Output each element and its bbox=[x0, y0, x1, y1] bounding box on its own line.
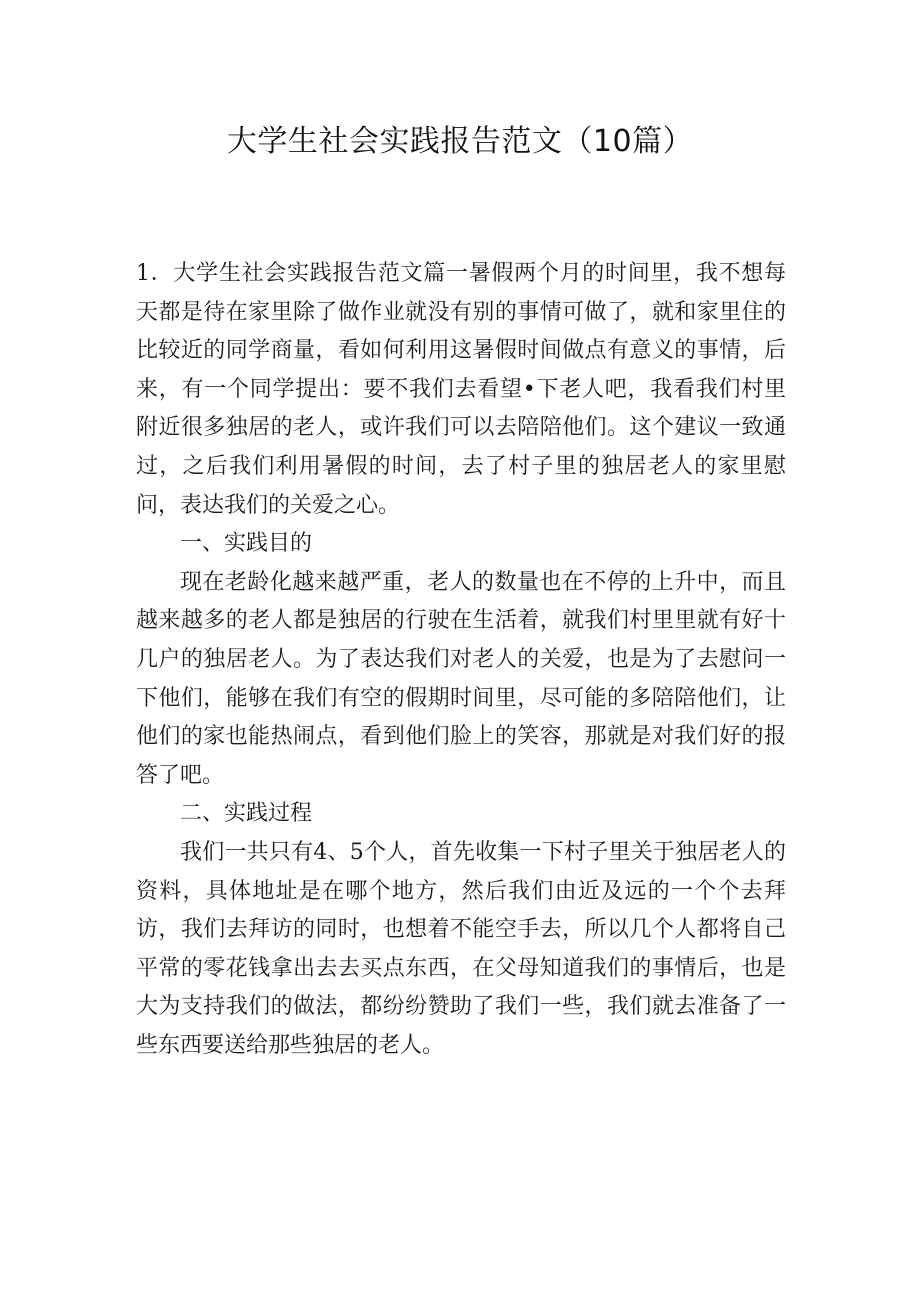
paragraph-intro: 1．大学生社会实践报告范文篇一暑假两个月的时间里，我不想每天都是待在家里除了做作业就没有别的事情可做了，就和家里住的比较近的同学商量，看如何利用这暑假时间做点有意义的事情，后来，有一个同学提出：要不我们去看望•下老人吧，我看我们村里附近很多独居的老人，或许我们可以去陪陪他们。这个建议一致通过，之后我们利用暑假的时间，去了村子里的独居老人的家里慰问，表达我们的关爱之心。 bbox=[136, 261, 786, 518]
paragraph-purpose: 现在老龄化越来越严重，老人的数量也在不停的上升中，而且越来越多的老人都是独居的行驶在生活着，就我们村里里就有好十几户的独居老人。为了表达我们对老人的关爱，也是为了去慰问一下他们，能够在我们有空的假期时间里，尽可能的多陪陪他们，让他们的家也能热闹点，看到他们脸上的笑容，那就是对我们好的报答了吧。 bbox=[136, 569, 786, 788]
section-heading-process: 二、实践过程 bbox=[180, 801, 313, 827]
section-heading-purpose: 一、实践目的 bbox=[180, 531, 313, 557]
document-title: 大学生社会实践报告范文（10篇） bbox=[226, 124, 694, 159]
document-body bbox=[136, 255, 786, 1065]
paragraph-process: 我们一共只有4、5个人，首先收集一下村子里关于独居老人的资料，具体地址是在哪个地方，然后我们由近及远的一个个去拜访，我们去拜访的同时，也想着不能空手去，所以几个人都将自己平常的零花钱拿出去去买点东西，在父母知道我们的事情后，也是大为支持我们的做法，都纷纷赞助了我们一些，我们就去准备了一些东西要送给那些独居的老人。 bbox=[136, 839, 786, 1058]
